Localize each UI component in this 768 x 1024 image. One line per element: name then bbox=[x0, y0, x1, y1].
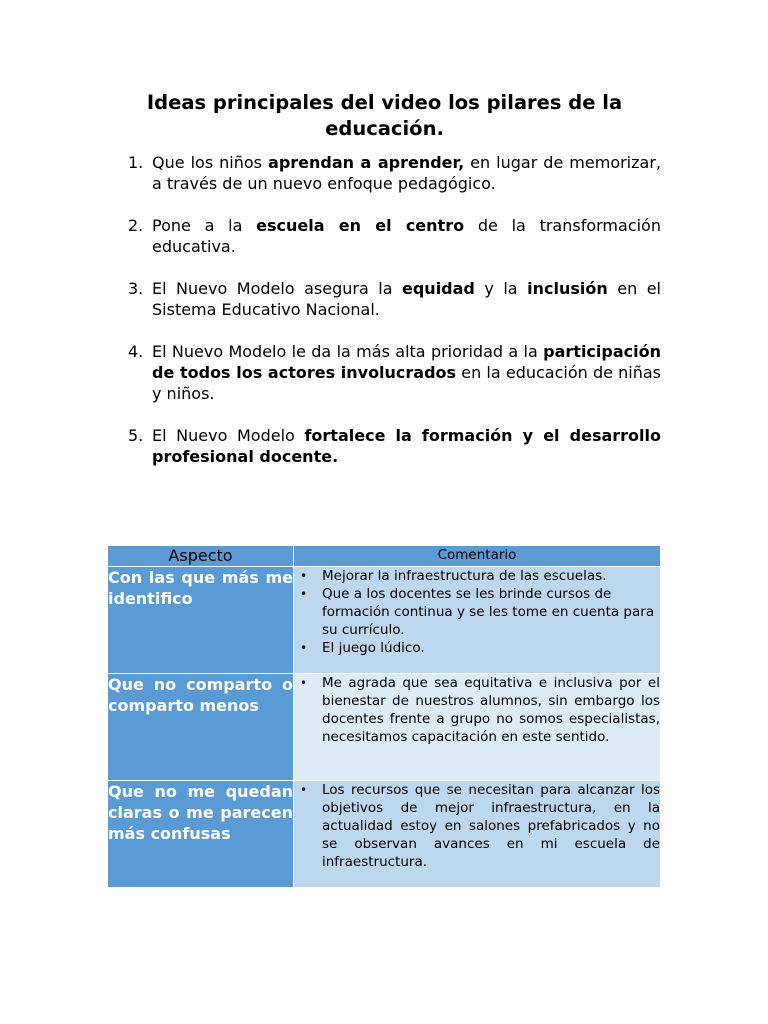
table-row bbox=[108, 781, 661, 888]
comment-cell bbox=[294, 567, 661, 674]
comment-list bbox=[294, 781, 660, 871]
list-text: en lugar de memorizar, a través de un nuevo enfoque pedagógico. bbox=[152, 153, 661, 193]
header-comment: Comentario bbox=[294, 546, 661, 567]
list-bold-text: inclusión bbox=[527, 279, 608, 298]
comment-text: Me agrada que sea equitativa e inclusiva por el bienestar de nuestros alumnos, sin embargo los docentes frente a grupo no somos especialistas, necesitamos capacitación en este sentido. bbox=[322, 675, 660, 745]
list-text: Pone a la bbox=[152, 216, 257, 235]
comment-item bbox=[294, 639, 660, 657]
table-row bbox=[108, 567, 661, 674]
comment-text: Mejorar la infraestructura de las escuelas. bbox=[322, 568, 607, 584]
table-row bbox=[108, 674, 661, 781]
list-text: El Nuevo Modelo le da la más alta prioridad a la bbox=[152, 342, 544, 361]
list-text: El Nuevo Modelo bbox=[152, 426, 305, 445]
list-item bbox=[108, 425, 661, 467]
comment-text: El juego lúdico. bbox=[322, 640, 425, 656]
comment-cell bbox=[294, 781, 661, 888]
bullet-icon: • bbox=[300, 569, 308, 583]
aspects-table bbox=[107, 545, 661, 888]
aspect-cell: Con las que más me identifico bbox=[108, 567, 294, 674]
bullet-icon: • bbox=[300, 676, 308, 690]
list-number: 3. bbox=[128, 279, 144, 298]
comment-item bbox=[294, 585, 660, 639]
table-header-row bbox=[108, 546, 661, 567]
aspect-cell: Que no me quedan claras o me parecen más confusas bbox=[108, 781, 294, 888]
list-text: El Nuevo Modelo asegura la bbox=[152, 279, 402, 298]
list-item bbox=[108, 341, 661, 404]
comment-cell bbox=[294, 674, 661, 781]
bullet-icon: • bbox=[300, 783, 308, 797]
comment-list bbox=[294, 674, 660, 746]
main-ideas-list bbox=[108, 152, 661, 488]
list-bold-text: fortalece la formación y el desarrollo profesional docente. bbox=[152, 426, 661, 466]
comment-item bbox=[294, 674, 660, 746]
document-title: Ideas principales del video los pilares de la educación. bbox=[146, 91, 623, 140]
list-number: 4. bbox=[128, 342, 144, 361]
list-number: 5. bbox=[128, 426, 144, 445]
bullet-icon: • bbox=[300, 641, 308, 655]
list-text: y la bbox=[474, 279, 528, 298]
comment-text: Los recursos que se necesitan para alcanzar los objetivos de mejor infraestructura, en la actualidad estoy en salones prefabricados y no se observan avances en mi escuela de infraestructura. bbox=[322, 782, 660, 870]
comment-item bbox=[294, 781, 660, 871]
list-text: en el Sistema Educativo Nacional. bbox=[152, 279, 662, 319]
list-text: de la transformación educativa. bbox=[152, 216, 661, 256]
list-item bbox=[108, 152, 661, 194]
list-bold-text: equidad bbox=[402, 279, 475, 298]
bullet-icon: • bbox=[300, 587, 308, 601]
list-text: en la educación de niñas y niños. bbox=[152, 363, 661, 403]
comment-list bbox=[294, 567, 660, 657]
list-item bbox=[108, 215, 661, 257]
header-aspect: Aspecto bbox=[108, 546, 294, 567]
list-item bbox=[108, 278, 661, 320]
list-text: Que los niños bbox=[152, 153, 269, 172]
list-number: 2. bbox=[128, 216, 144, 235]
comment-item bbox=[294, 567, 660, 585]
aspect-cell: Que no comparto o comparto menos bbox=[108, 674, 294, 781]
list-number: 1. bbox=[128, 153, 144, 172]
list-bold-text: aprendan a aprender, bbox=[268, 153, 465, 172]
comment-text: Que a los docentes se les brinde cursos de formación continua y se les tome en cuenta para su currículo. bbox=[322, 586, 655, 638]
list-bold-text: escuela en el centro bbox=[256, 216, 465, 235]
list-bold-text: participación de todos los actores involucrados bbox=[152, 342, 661, 382]
